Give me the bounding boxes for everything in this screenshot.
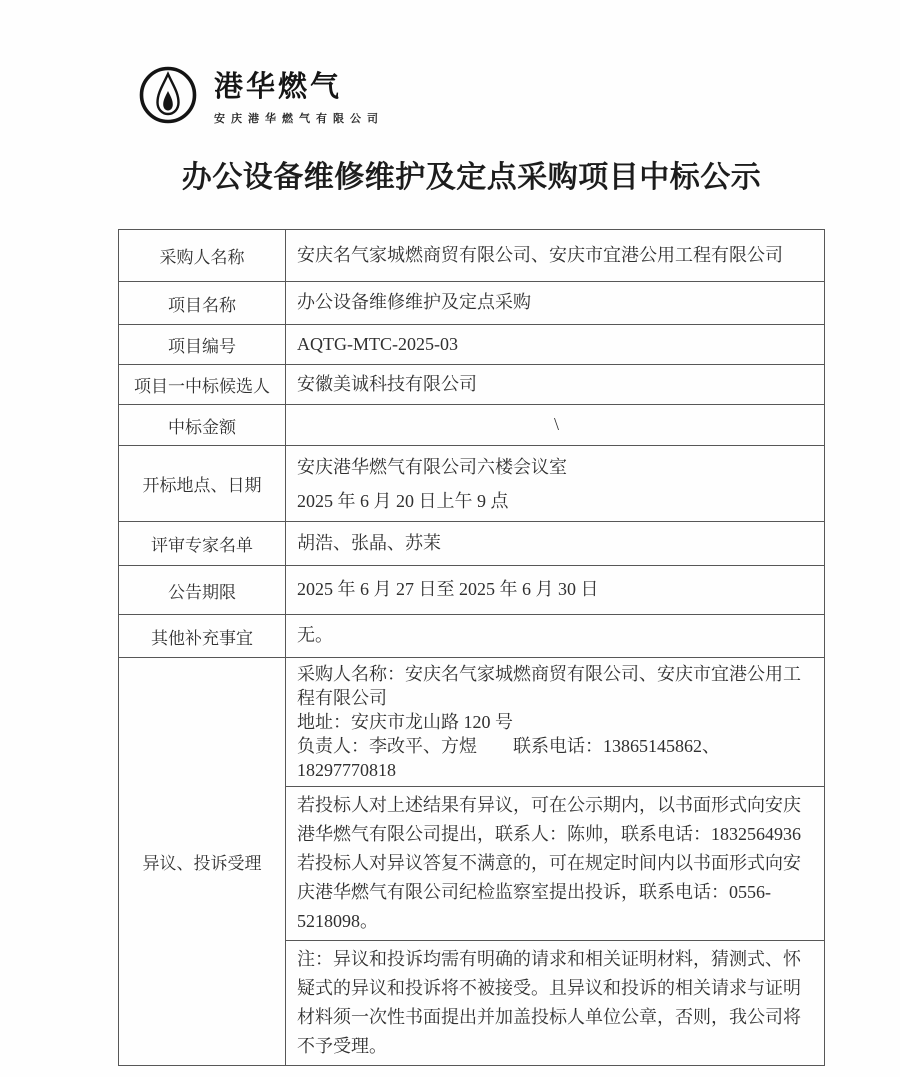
row-value-opening-place-date [286,446,825,522]
logo-company-name: 安庆港华燃气有限公司 [214,112,384,125]
objection-contact-cell [286,658,825,787]
objection-note-line: 注：异议和投诉均需有明确的请求和相关证明材料，猜测式、怀疑式的异议和投诉将不被接受。且异议和投诉的相关请求与证明材料须一次性书面提出并加盖投标人单位公章，否则，我公司将不予受理。 [297,949,801,1056]
announcement-table [118,229,825,1066]
row-value-winning-amount: \ [286,405,825,446]
row-label-other-matters: 其他补充事宜 [119,615,286,658]
objection-address-line: 地址：安庆市龙山路 120 号 [297,712,513,732]
table-row [119,566,825,615]
objection-procedure-line-1: 若投标人对上述结果有异议，可在公示期内，以书面形式向安庆港华燃气有限公司提出，联系人：陈帅，联系电话：1832564936 [297,795,801,844]
row-label-expert-list: 评审专家名单 [119,522,286,566]
objection-responsible-line: 负责人：李改平、方煜 联系电话：13865145862、18297770818 [297,736,720,780]
row-label-project-number: 项目编号 [119,325,286,365]
table-row [119,522,825,566]
table-row [119,325,825,365]
table-row [119,658,825,787]
row-value-project-name: 办公设备维修维护及定点采购 [286,282,825,325]
table-row [119,365,825,405]
objection-procedure-line-2: 若投标人对异议答复不满意的，可在规定时间内以书面形式向安庆港华燃气有限公司纪检监察室提出投诉，联系电话：0556-5218098。 [297,853,801,931]
table-row [119,615,825,658]
objection-purchaser-line: 采购人名称：安庆名气家城燃商贸有限公司、安庆市宜港公用工程有限公司 [297,664,801,708]
flame-in-circle-icon [138,64,198,126]
page-title: 办公设备维修维护及定点采购项目中标公示 [181,161,762,194]
table-row [119,282,825,325]
objection-note-cell [286,941,825,1066]
logo-text [214,64,384,126]
opening-place-line: 安庆港华燃气有限公司六楼会议室 [297,456,567,477]
table-row [119,405,825,446]
row-label-winning-amount: 中标金额 [119,405,286,446]
row-label-objection-handling: 异议、投诉受理 [119,658,286,1066]
row-value-expert-list: 胡浩、张晶、苏茉 [286,522,825,566]
row-value-winning-candidate: 安徽美诚科技有限公司 [286,365,825,405]
opening-date-line: 2025 年 6 月 20 日上午 9 点 [297,490,509,511]
row-label-purchaser: 采购人名称 [119,230,286,282]
objection-procedure-cell [286,787,825,941]
table-row [119,446,825,522]
row-value-other-matters: 无。 [286,615,825,658]
row-value-purchaser: 安庆名气家城燃商贸有限公司、安庆市宜港公用工程有限公司 [286,230,825,282]
row-value-announcement-period: 2025 年 6 月 27 日至 2025 年 6 月 30 日 [286,566,825,615]
logo-brand-name: 港华燃气 [214,71,343,103]
row-label-project-name: 项目名称 [119,282,286,325]
row-label-opening-place-date: 开标地点、日期 [119,446,286,522]
row-value-project-number: AQTG-MTC-2025-03 [286,325,825,365]
company-logo [138,64,384,126]
table-row [119,230,825,282]
row-label-winning-candidate: 项目一中标候选人 [119,365,286,405]
row-label-announcement-period: 公告期限 [119,566,286,615]
